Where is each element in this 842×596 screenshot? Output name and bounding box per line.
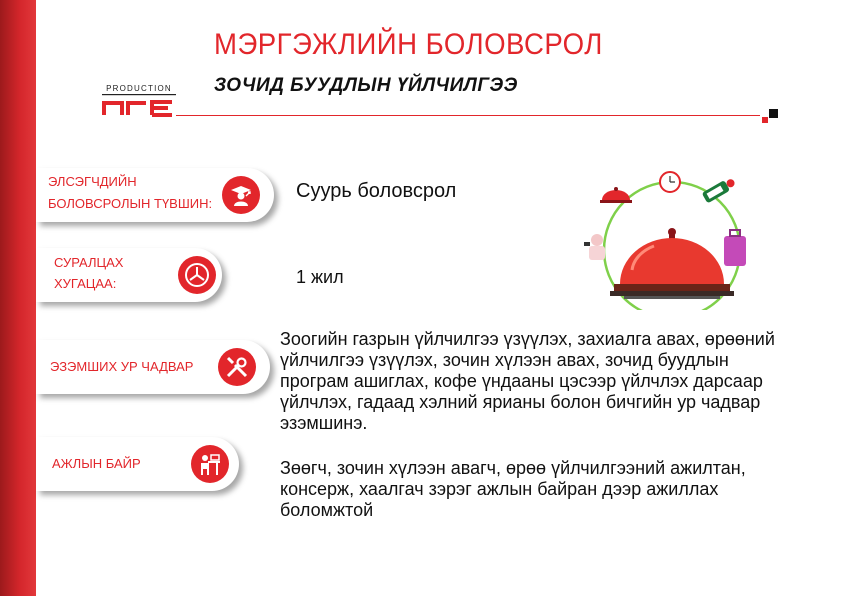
clock-icon <box>178 256 216 294</box>
education-level-value: Суурь боловсрол <box>296 180 457 202</box>
pill-label-line1: СУРАЛЦАХ <box>54 255 124 270</box>
key-tag-icon <box>702 176 737 203</box>
left-decor-band <box>0 0 36 596</box>
corner-square-red <box>762 117 768 123</box>
header-divider <box>176 115 760 116</box>
pill-label-line2: БОЛОВСРОЛЫН ТҮВШИН: <box>48 196 213 211</box>
logo-text: PRODUCTION <box>106 84 172 93</box>
service-bell-icon <box>610 228 734 299</box>
clock-icon <box>660 172 680 192</box>
luggage-icon <box>724 230 746 266</box>
page-title: МЭРГЭЖЛИЙН БОЛОВСРОЛ <box>214 28 603 61</box>
logo <box>102 84 176 118</box>
graduate-icon <box>222 176 260 214</box>
pill-label-line1: АЖЛЫН БАЙР <box>52 456 141 471</box>
pill-skills <box>36 340 270 394</box>
pill-label-line2: ХУГАЦАА: <box>54 276 117 291</box>
logo-mark <box>102 93 176 119</box>
pill-duration <box>36 248 222 302</box>
duration-value: 1 жил <box>296 267 344 287</box>
skills-value: Зоогийн газрын үйлчилгээ үзүүлэх, захиалга авах, өрөөний үйлчилгээ үзүүлэх, зочин хүлээн авах, зочид буудлын програм ашиглах, кофе үндааны цэсээр үйлчлэх дарсаар үйлчлэх, гадаад хэлний ярианы болон бичгийн ур чадвар эзэмшинэ. <box>280 329 775 433</box>
workplace-value: Зөөгч, зочин хүлээн авагч, өрөө үйлчилгээний ажилтан, консерж, хаалгач зэрэг ажлын байран дээр ажиллах боломжтой <box>280 458 746 520</box>
bellboy-icon <box>584 234 605 260</box>
corner-square-black <box>769 109 778 118</box>
small-bell-icon <box>600 187 632 203</box>
hotel-bell-illustration <box>584 170 764 310</box>
pill-workplace <box>36 437 239 491</box>
pill-label-line1: ЭЛСЭГЧДИЙН <box>48 174 137 189</box>
pill-label-line1: ЭЗЭМШИХ УР ЧАДВАР <box>50 359 194 374</box>
page-subtitle: ЗОЧИД БУУДЛЫН ҮЙЛЧИЛГЭЭ <box>214 75 518 96</box>
tools-icon <box>218 348 256 386</box>
workplace-icon <box>191 445 229 483</box>
pill-education-level <box>36 168 274 222</box>
